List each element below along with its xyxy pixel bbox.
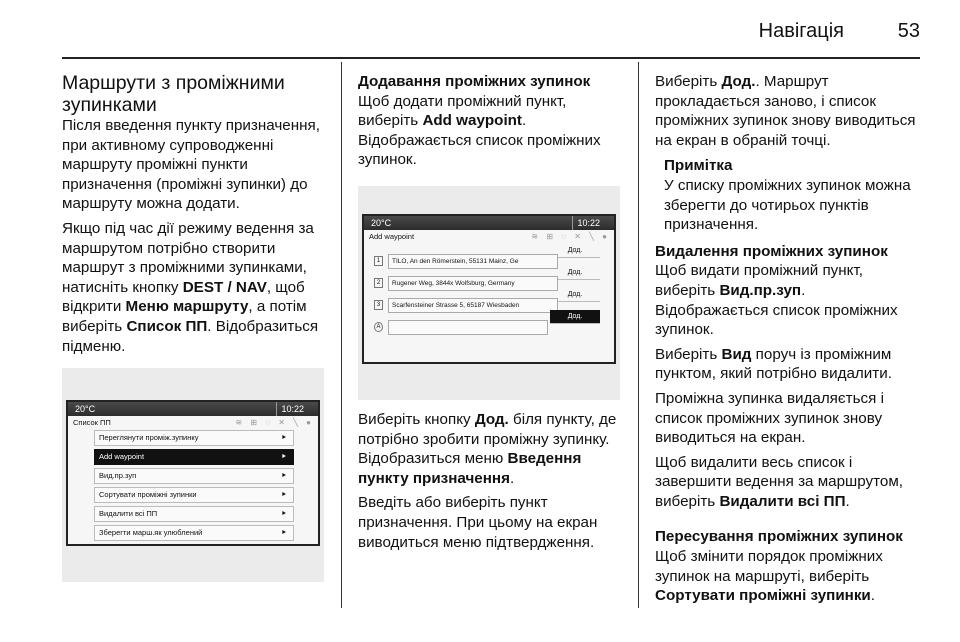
menu-item-view[interactable]: Переглянути проміж.зупинку ⯈	[94, 430, 294, 446]
add-button[interactable]: Дод.	[550, 288, 600, 302]
waypoint-icon: 2	[374, 278, 383, 288]
arrow-right-icon: ⯈	[281, 433, 287, 443]
screen-title: Список ПП ≋ ⊞ ◌ ✕ ╲ ●	[73, 418, 314, 428]
screenshot-add-waypoint	[358, 186, 620, 400]
note-box	[655, 156, 920, 234]
screenshot-waypoint-menu	[62, 368, 324, 582]
paragraph: Виберіть Дод.. Маршрут прокладається заново, і список проміжних зупинок знову виводиться на екран в обраній точці.	[655, 73, 916, 149]
display-screen	[362, 214, 616, 364]
arrow-right-icon: ⯈	[281, 452, 287, 462]
paragraph: Проміжна зупинка видаляється і список проміжних зупинок знову виводиться на екран.	[655, 389, 884, 447]
arrow-right-icon: ⯈	[281, 490, 287, 500]
paragraph: Виберіть кнопку Дод. біля пункту, де потрібно зробити проміжну зупинку. Відобразиться меню Введення пункту призначення.	[358, 410, 617, 487]
paragraph: Щоб видати проміжний пункт, виберіть Вид.пр.зуп.	[655, 262, 863, 299]
waypoint-address[interactable]: Rugener Weg, 3844x Wolfsburg, Germany	[388, 276, 558, 291]
waypoint-menu	[94, 430, 294, 544]
header-rule	[62, 57, 920, 59]
menu-item-delete-waypoint[interactable]: Вид.пр.зуп ⯈	[94, 468, 294, 484]
page-number: 53	[897, 20, 920, 42]
clock: 10:22	[276, 402, 304, 416]
page-header	[0, 18, 960, 48]
paragraph: Щоб змінити порядок проміжних зупинок на маршруті, виберіть Сортувати проміжні зупинки.	[655, 548, 883, 605]
waypoint-icon: 3	[374, 300, 383, 310]
menu-item-save-favorite[interactable]: Зберегти марш.як улюблений ⯈	[94, 525, 294, 541]
column-1	[62, 72, 328, 582]
column-divider	[341, 62, 342, 608]
add-button[interactable]: Дод.	[550, 266, 600, 280]
menu-item-add-waypoint[interactable]: Add waypoint ⯈	[94, 449, 294, 465]
waypoint-address-empty[interactable]	[388, 320, 548, 335]
heading-delete-waypoints: Видалення проміжних зупинок	[655, 242, 888, 260]
paragraph: Виберіть Вид поруч із проміжним пунктом, який потрібно видалити.	[655, 345, 892, 383]
screen-title: Add waypoint ≋ ⊞ ◌ ✕ ╲ ●	[369, 231, 610, 241]
status-icons: ≋ ⊞ ◌ ✕ ╲ ●	[531, 231, 610, 241]
heading-waypoints: Маршрути з проміжними зупинками	[62, 72, 285, 116]
waypoint-address[interactable]: TILO, An den Römerstein, 55131 Mainz, Ge	[388, 254, 558, 269]
paragraph: Відображається список проміжних зупинок.	[358, 131, 601, 169]
paragraph: Відображається список проміжних зупинок.	[655, 301, 898, 339]
arrow-right-icon: ⯈	[281, 509, 287, 519]
status-bar	[364, 216, 614, 230]
add-button[interactable]: Дод.	[550, 244, 600, 258]
temperature: 20°C	[75, 404, 96, 415]
destination-icon: 1	[374, 256, 383, 266]
note-title: Примітка	[664, 157, 733, 175]
column-divider	[638, 62, 639, 608]
waypoint-address[interactable]: Scarfensteiner Strasse 5, 65187 Wiesbaden	[388, 298, 558, 313]
arrow-right-icon: ⯈	[281, 528, 287, 538]
heading-sort-waypoints: Пересування проміжних зупинок	[655, 528, 903, 546]
column-3	[655, 72, 920, 611]
section-title: Навігація	[758, 20, 844, 42]
add-button-selected[interactable]: Дод.	[550, 310, 600, 324]
paragraph: Щоб додати проміжний пункт, виберіть Add waypoint.	[358, 92, 567, 130]
paragraph: Введіть або виберіть пункт призначення. При цьому на екран виводиться меню підтвердження.	[358, 494, 598, 551]
status-bar	[68, 402, 318, 416]
clock: 10:22	[572, 216, 600, 230]
paragraph: Якщо під час дії режиму ведення за маршрутом потрібно створити маршрут з проміжними зупинками, натисніть кнопку DEST / NAV, щоб відкрити Меню маршруту, а потім виберіть Список ПП. Відобразиться підменю.	[62, 219, 319, 355]
note-text: У списку проміжних зупинок можна зберегти до чотирьох пунктів призначення.	[664, 176, 911, 234]
column-2	[358, 72, 628, 557]
start-icon: A	[374, 322, 383, 332]
arrow-right-icon: ⯈	[281, 471, 287, 481]
menu-item-delete-all[interactable]: Видалити всі ПП ⯈	[94, 506, 294, 522]
display-screen	[66, 400, 320, 546]
heading-add-waypoints: Додавання проміжних зупинок	[358, 73, 591, 90]
paragraph: Після введення пункту призначення, при активному супроводженні маршруту проміжні пункти призначення (проміжні зупинки) до маршруту можна додати.	[62, 117, 320, 213]
menu-item-sort[interactable]: Сортувати проміжні зупинки ⯈	[94, 487, 294, 503]
temperature: 20°C	[371, 217, 392, 228]
paragraph: Щоб видалити весь список і завершити ведення за маршрутом, виберіть Видалити всі ПП.	[655, 453, 903, 510]
status-icons: ≋ ⊞ ◌ ✕ ╲ ●	[235, 418, 314, 428]
